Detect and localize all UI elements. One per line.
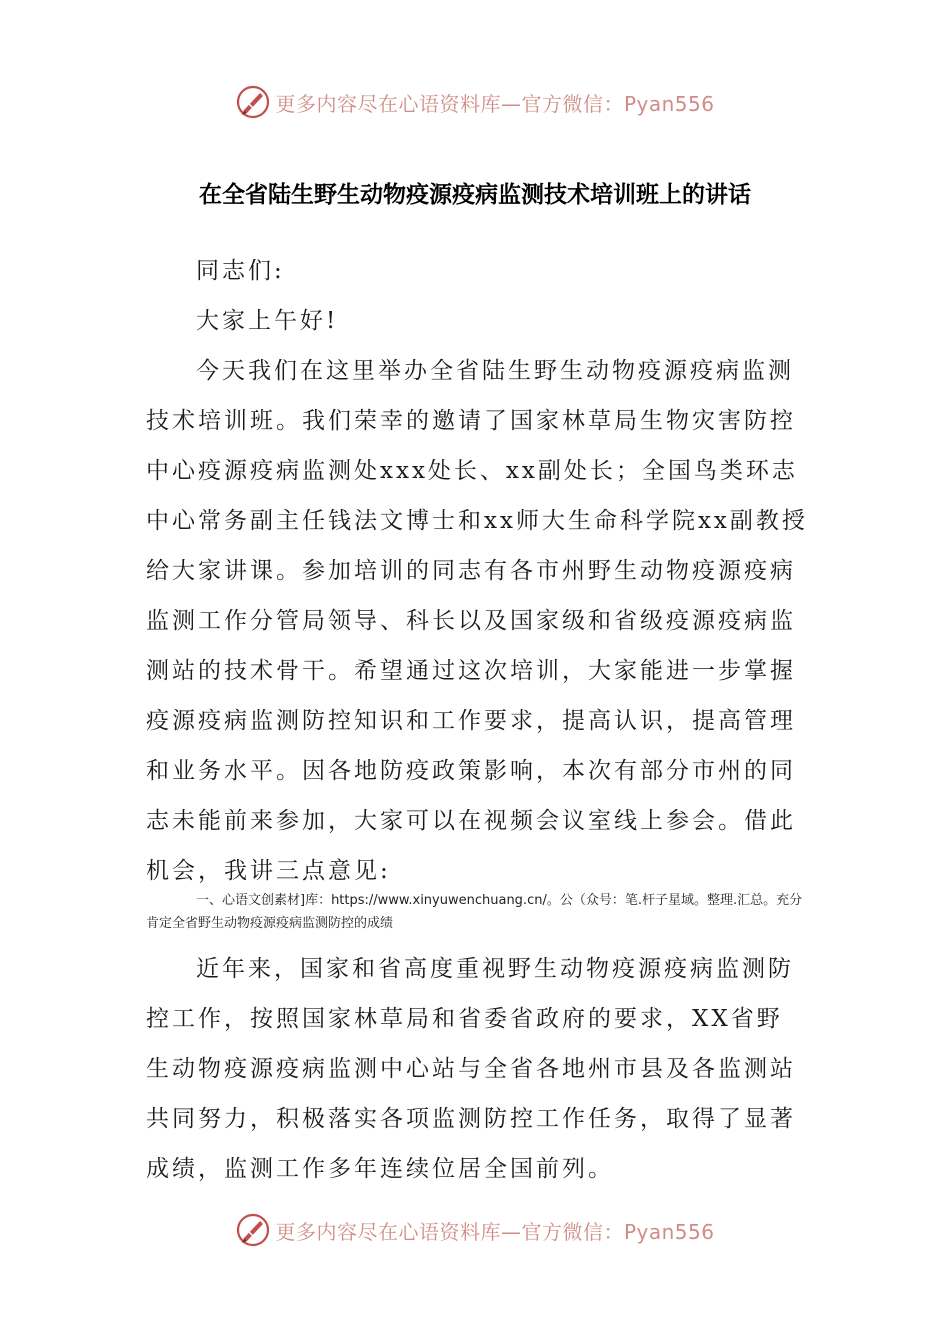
page-title: 在全省陆生野生动物疫源疫病监测技术培训班上的讲话 (199, 182, 751, 208)
greeting: 大家上午好! (196, 308, 339, 334)
salutation: 同志们: (196, 258, 285, 284)
footer-banner-text: 更多内容尽在心语资料库—官方微信：Pyan556 (275, 1219, 715, 1244)
paragraph-opening: 今天我们在这里举办全省陆生野生动物疫源疫病监测技术培训班。我们荣幸的邀请了国家林草局生物灾害防控中心疫源疫病监测处xxx处长、xx副处长；全国鸟类环志中心常务副主任钱法文博士和xx师大生命科学院xx副教授给大家讲课。参加培训的同志有各市州野生动物疫源疫病监测工作分管局领导、科长以及国家级和省级疫源疫病监测站的技术骨干。希望通过这次培训，大家能进一步掌握疫源疫病监测防控知识和工作要求，提高认识，提高管理和业务水平。因各地防疫政策影响，本次有部分市州的同志未能前来参加，大家可以在视频会议室线上参会。借此机会，我讲三点意见: (146, 358, 808, 884)
section-heading: 一、心语文创素材]库：https://www.xinyuwenchuang.cn/。公（众号：笔.杆子星域。整理.汇总。充分肯定全省野生动物疫源疫病监测防控的成绩 (146, 893, 803, 931)
header-banner (0, 80, 950, 124)
footer-banner (0, 1208, 950, 1252)
pen-logo-icon (235, 84, 271, 120)
header-banner-text: 更多内容尽在心语资料库—官方微信：Pyan556 (275, 91, 715, 116)
pen-logo-icon (235, 1212, 271, 1248)
paragraph-achievements: 近年来，国家和省高度重视野生动物疫源疫病监测防控工作，按照国家林草局和省委省政府的要求，XX省野生动物疫源疫病监测中心站与全省各地州市县及各监测站共同努力，积极落实各项监测防控工作任务，取得了显著成绩，监测工作多年连续位居全国前列。 (146, 956, 796, 1182)
